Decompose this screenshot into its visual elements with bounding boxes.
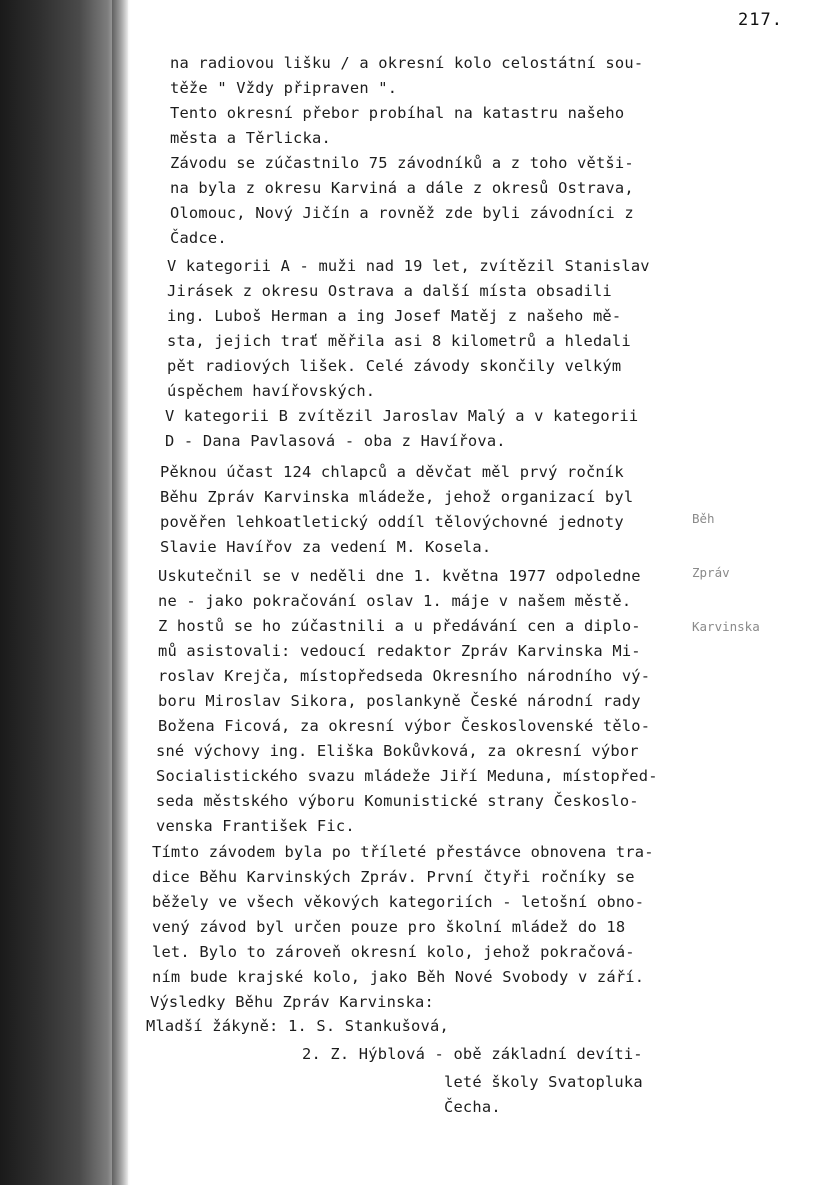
text-line: sné výchovy ing. Eliška Bokůvková, za okresní výbor [156, 742, 639, 760]
text-line: let. Bylo to zároveň okresní kolo, jehož pokračová- [152, 943, 635, 961]
text-line: V kategorii B zvítězil Jaroslav Malý a v kategorii [165, 407, 639, 425]
text-line: V kategorii A - muži nad 19 let, zvítězil Stanislav [167, 257, 650, 275]
text-line: Socialistického svazu mládeže Jiří Meduna, místopřed- [156, 767, 658, 785]
page-number: 217. [738, 10, 783, 30]
text-line: běžely ve všech věkových kategoriích - letošní obno- [152, 893, 645, 911]
text-line: ing. Luboš Herman a ing Josef Matěj z našeho mě- [167, 307, 622, 325]
text-line: Výsledky Běhu Zpráv Karvinska: [150, 993, 434, 1011]
text-line: Běhu Zpráv Karvinska mládeže, jehož organizací byl [160, 488, 634, 506]
text-line: úspěchem havířovských. [167, 382, 376, 400]
text-line: ne - jako pokračování oslav 1. máje v našem městě. [158, 592, 632, 610]
text-line: sta, jejich trať měřila asi 8 kilometrů a hledali [167, 332, 631, 350]
text-line: Mladší žákyně: 1. S. Stankušová, [146, 1017, 449, 1035]
text-line: Pěknou účast 124 chlapců a děvčat měl prvý ročník [160, 463, 624, 481]
text-line: seda městského výboru Komunistické strany Českoslo- [156, 792, 639, 810]
text-line: Závodu se zúčastnilo 75 závodníků a z toho větši- [170, 154, 634, 172]
text-line: boru Miroslav Sikora, poslankyně České národní rady [158, 692, 641, 710]
text-line: Slavie Havířov za vedení M. Kosela. [160, 538, 492, 556]
text-line: těže " Vždy připraven ". [170, 79, 398, 97]
text-line: města a Těrlicka. [170, 129, 331, 147]
text-line: roslav Krejča, místopředseda Okresního národního vý- [158, 667, 651, 685]
text-line: leté školy Svatopluka [444, 1073, 643, 1091]
margin-note-line: Karvinska [692, 619, 760, 634]
text-line: ním bude krajské kolo, jako Běh Nové Svobody v září. [152, 968, 645, 986]
text-line: Čecha. [444, 1098, 501, 1116]
text-line: Olomouc, Nový Jičín a rovněž zde byli závodníci z [170, 204, 634, 222]
text-line: dice Běhu Karvinských Zpráv. První čtyři ročníky se [152, 868, 635, 886]
text-line: Tímto závodem byla po tříleté přestávce obnovena tra- [152, 843, 654, 861]
text-line: Uskutečnil se v neděli dne 1. května 1977 odpoledne [158, 567, 641, 585]
text-line: pět radiových lišek. Celé závody skončily velkým [167, 357, 622, 375]
text-line: Z hostů se ho zúčastnili a u předávání cen a diplo- [158, 617, 641, 635]
text-line: Tento okresní přebor probíhal na katastru našeho [170, 104, 625, 122]
text-line: venska František Fic. [156, 817, 355, 835]
margin-note-line: Běh [692, 511, 715, 526]
text-line: na byla z okresu Karviná a dále z okresů Ostrava, [170, 179, 634, 197]
margin-note-line: Zpráv [692, 565, 730, 580]
text-line: Jirásek z okresu Ostrava a další místa obsadili [167, 282, 612, 300]
margin-note [692, 474, 760, 654]
text-line: Čadce. [170, 229, 227, 247]
text-line: Božena Ficová, za okresní výbor Československé tělo- [158, 717, 651, 735]
text-line: pověřen lehkoatletický oddíl tělovýchovné jednoty [160, 513, 624, 531]
text-line: na radiovou lišku / a okresní kolo celostátní sou- [170, 54, 644, 72]
text-line: mů asistovali: vedoucí redaktor Zpráv Karvinska Mi- [158, 642, 641, 660]
text-line: vený závod byl určen pouze pro školní mládež do 18 [152, 918, 626, 936]
text-line: D - Dana Pavlasová - oba z Havířova. [165, 432, 506, 450]
text-line: 2. Z. Hýblová - obě základní devíti- [302, 1045, 643, 1063]
